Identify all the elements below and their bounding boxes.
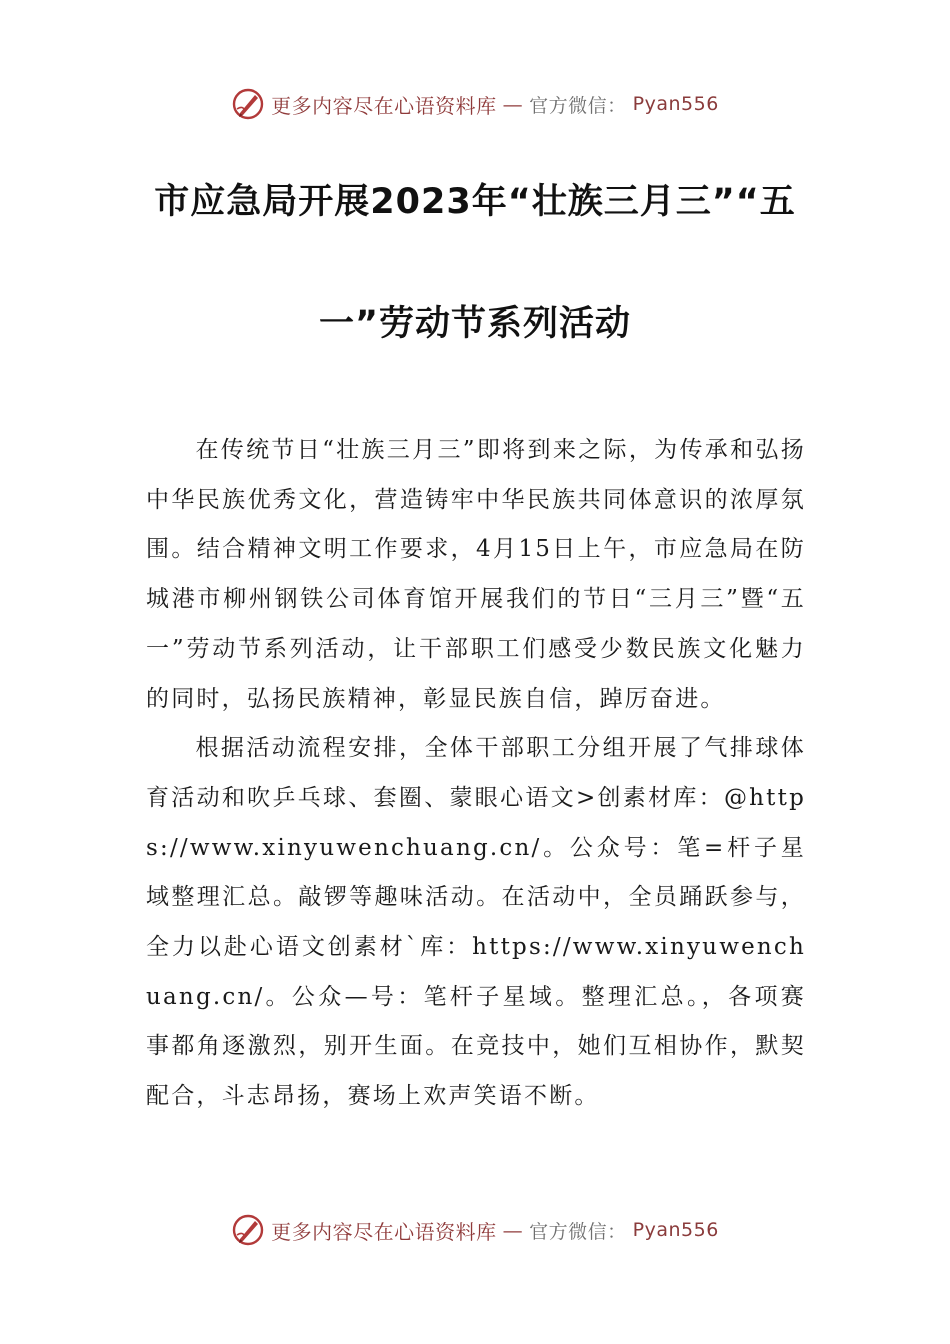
watermark-official: 官方微信： [529,1220,627,1243]
watermark-header [0,82,950,126]
watermark-dash: — [502,92,524,116]
paragraph-1: 在传统节日“壮族三月三”即将到来之际，为传承和弘扬中华民族优秀文化，营造铸牢中华民族共同体意识的浓厚氛围。结合精神文明工作要求，4月15日上午，市应急局在防城港市柳州钢铁公司体育馆开展我们的节日“三月三”暨“五一”劳动节系列活动，让干部职工们感受少数民族文化魅力的同时，弘扬民族精神，彰显民族自信，踔厉奋进。 [146,437,806,712]
watermark-dash: — [502,1218,524,1242]
pen-logo-icon [231,1213,265,1247]
watermark-official: 官方微信： [529,94,627,117]
paragraph-2: 根据活动流程安排，全体干部职工分组开展了气排球体育活动和吹乒乓球、套圈、蒙眼心语文>创素材库：@https://www.xinyuwenchuang.cn/。公众号：笔=杆子星域整理汇总。敲锣等趣味活动。在活动中，全员踊跃参与，全力以赴心语文创素材`库：https://www.xinyuwenchuang.cn/。公众—号：笔杆子星域。整理汇总。，各项赛事都角逐激烈，别开生面。在竞技中，她们互相协作，默契配合，斗志昂扬，赛场上欢声笑语不断。 [146,735,806,1110]
pen-logo-icon [231,87,265,121]
watermark-prefix: 更多内容尽在心语资料库 [271,93,497,118]
watermark-footer [0,1208,950,1252]
document-title-line-1: 市应急局开展2023年“壮族三月三”“五 [154,182,796,222]
watermark-wechat-id: Pyan556 [632,93,719,115]
document-title-line-2: 一”劳动节系列活动 [318,304,631,344]
document-body [146,426,806,1122]
watermark-prefix: 更多内容尽在心语资料库 [271,1219,497,1244]
watermark-wechat-id: Pyan556 [632,1219,719,1241]
